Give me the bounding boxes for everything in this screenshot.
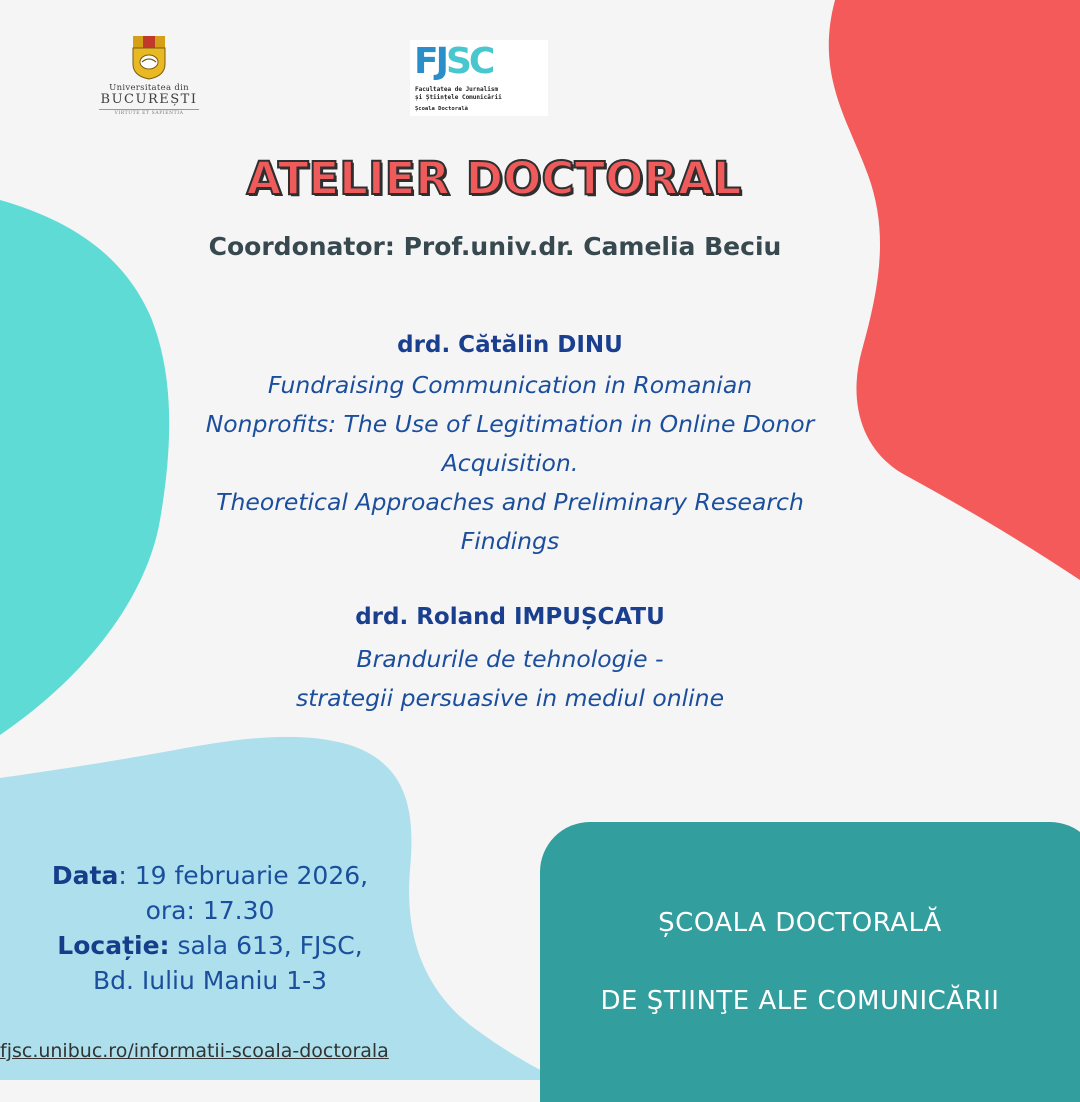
school-name-line1: ȘCOALA DOCTORALĂ <box>658 908 942 938</box>
talk-title-line: Findings <box>460 527 560 555</box>
date-label: Data <box>51 861 119 890</box>
speaker-name-1: drd. Cătălin DINU <box>397 332 623 358</box>
university-crest-icon <box>129 34 169 80</box>
faculty-mark-part-a: FJ <box>414 41 446 82</box>
location-value: sala 613, FJSC, <box>169 931 363 960</box>
event-time: ora: 17.30 <box>145 896 275 925</box>
speaker-name-2: drd. Roland IMPUȘCATU <box>355 604 665 630</box>
faculty-school-line: Școala Doctorală <box>415 106 468 112</box>
university-motto: VIRTUTE ET SAPIENTIA <box>114 111 184 116</box>
coordinator: Coordonator: Prof.univ.dr. Camelia Beciu <box>208 232 782 261</box>
talk-title-line: Fundraising Communication in Romanian <box>267 371 753 399</box>
university-divider <box>99 109 199 110</box>
event-info <box>20 858 400 998</box>
event-location <box>20 928 400 963</box>
talk-title-line: Brandurile de tehnologie - <box>356 645 664 673</box>
talk-title-2 <box>150 640 870 718</box>
faculty-name-line2: și Științele Comunicării <box>415 94 502 101</box>
university-logo <box>96 34 202 124</box>
talk-title-line: Nonprofits: The Use of Legitimation in Online Donor <box>205 410 815 438</box>
talk-title-line: strategii persuasive in mediul online <box>295 684 725 712</box>
talk-title-line: Theoretical Approaches and Preliminary Research <box>216 488 804 516</box>
university-name-line1: Universitatea din <box>109 83 189 93</box>
page-title: ATELIER DOCTORAL <box>246 152 742 205</box>
faculty-logo-mark <box>414 42 492 82</box>
doctoral-school-link[interactable]: fjsc.unibuc.ro/informatii-scoala-doctorala <box>0 1040 389 1062</box>
faculty-mark-part-b: SC <box>446 41 493 82</box>
turquoise-blob <box>0 200 169 735</box>
school-name-line2: DE ŞTIINŢE ALE COMUNICĂRII <box>600 986 1000 1016</box>
doctoral-school-box <box>540 822 1080 1102</box>
talk-title-1 <box>150 366 870 561</box>
faculty-logo <box>410 40 548 116</box>
faculty-name-line1: Facultatea de Jurnalism <box>415 86 499 93</box>
location-label: Locație: <box>57 931 170 960</box>
date-value: : 19 februarie 2026, <box>118 861 369 890</box>
talk-title-line: Acquisition. <box>441 449 579 477</box>
event-address: Bd. Iuliu Maniu 1-3 <box>92 966 328 995</box>
event-date <box>20 858 400 893</box>
university-name-line2: BUCUREȘTI <box>100 92 198 107</box>
